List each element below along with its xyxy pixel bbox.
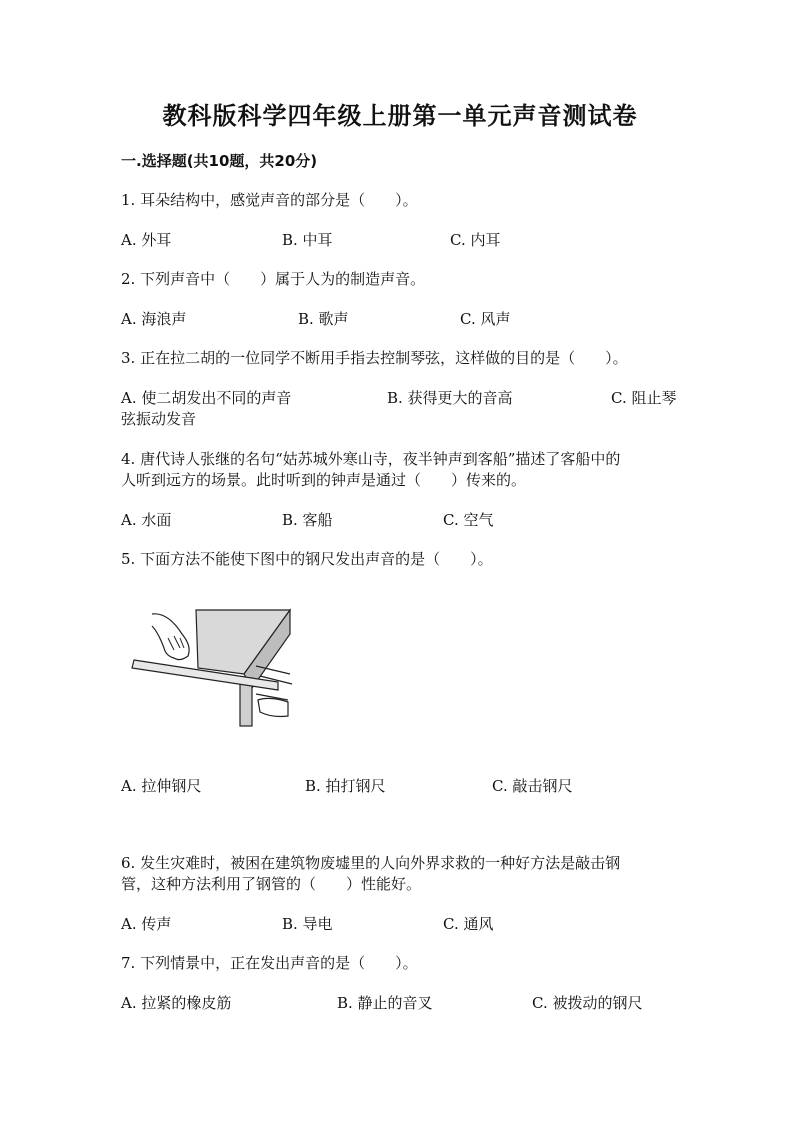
q6-option-a[interactable]: A. 传声 <box>121 915 172 933</box>
question-6-line-2: 管，这种方法利用了钢管的（ ）性能好。 <box>121 875 422 893</box>
q6-option-c[interactable]: C. 通风 <box>443 915 494 933</box>
q4-option-c[interactable]: C. 空气 <box>443 511 494 529</box>
q3-option-c-wrap: 弦振动发音 <box>121 410 197 428</box>
q2-option-b[interactable]: B. 歌声 <box>298 310 349 328</box>
q2-option-c[interactable]: C. 风声 <box>460 310 511 328</box>
q2-option-a[interactable]: A. 海浪声 <box>121 310 187 328</box>
question-5: 5. 下面方法不能使下图中的钢尺发出声音的是（ ）。 <box>121 550 493 568</box>
q3-option-b[interactable]: B. 获得更大的音高 <box>387 389 513 407</box>
q6-option-b[interactable]: B. 导电 <box>282 915 333 933</box>
steel-ruler-illustration <box>128 604 298 728</box>
page-title: 教科版科学四年级上册第一单元声音测试卷 <box>162 102 638 130</box>
question-6-line-1: 6. 发生灾难时，被困在建筑物废墟里的人向外界求救的一种好方法是敲击钢 <box>121 854 621 872</box>
q1-option-a[interactable]: A. 外耳 <box>121 231 172 249</box>
q3-option-a[interactable]: A. 使二胡发出不同的声音 <box>121 389 292 407</box>
question-4-line-1: 4. 唐代诗人张继的名句“姑苏城外寒山寺，夜半钟声到客船”描述了客船中的 <box>121 450 621 468</box>
question-4-line-2: 人听到远方的场景。此时听到的钟声是通过（ ）传来的。 <box>121 471 527 489</box>
q5-option-a[interactable]: A. 拉伸钢尺 <box>121 777 202 795</box>
q4-option-b[interactable]: B. 客船 <box>282 511 333 529</box>
q4-option-a[interactable]: A. 水面 <box>121 511 172 529</box>
question-7: 7. 下列情景中，正在发出声音的是（ ）。 <box>121 954 418 972</box>
q1-option-b[interactable]: B. 中耳 <box>282 231 333 249</box>
q5-option-b[interactable]: B. 拍打钢尺 <box>305 777 386 795</box>
q1-option-c[interactable]: C. 内耳 <box>450 231 501 249</box>
q5-option-c[interactable]: C. 敲击钢尺 <box>492 777 573 795</box>
section-heading: 一.选择题(共10题，共20分) <box>121 152 318 170</box>
question-2: 2. 下列声音中（ ）属于人为的制造声音。 <box>121 270 426 288</box>
question-3: 3. 正在拉二胡的一位同学不断用手指去控制琴弦，这样做的目的是（ ）。 <box>121 349 628 367</box>
q7-option-a[interactable]: A. 拉紧的橡皮筋 <box>121 994 232 1012</box>
q3-option-c[interactable]: C. 阻止琴 <box>611 389 677 407</box>
q7-option-b[interactable]: B. 静止的音叉 <box>337 994 433 1012</box>
question-1: 1. 耳朵结构中，感觉声音的部分是（ ）。 <box>121 191 418 209</box>
q7-option-c[interactable]: C. 被拨动的钢尺 <box>532 994 643 1012</box>
